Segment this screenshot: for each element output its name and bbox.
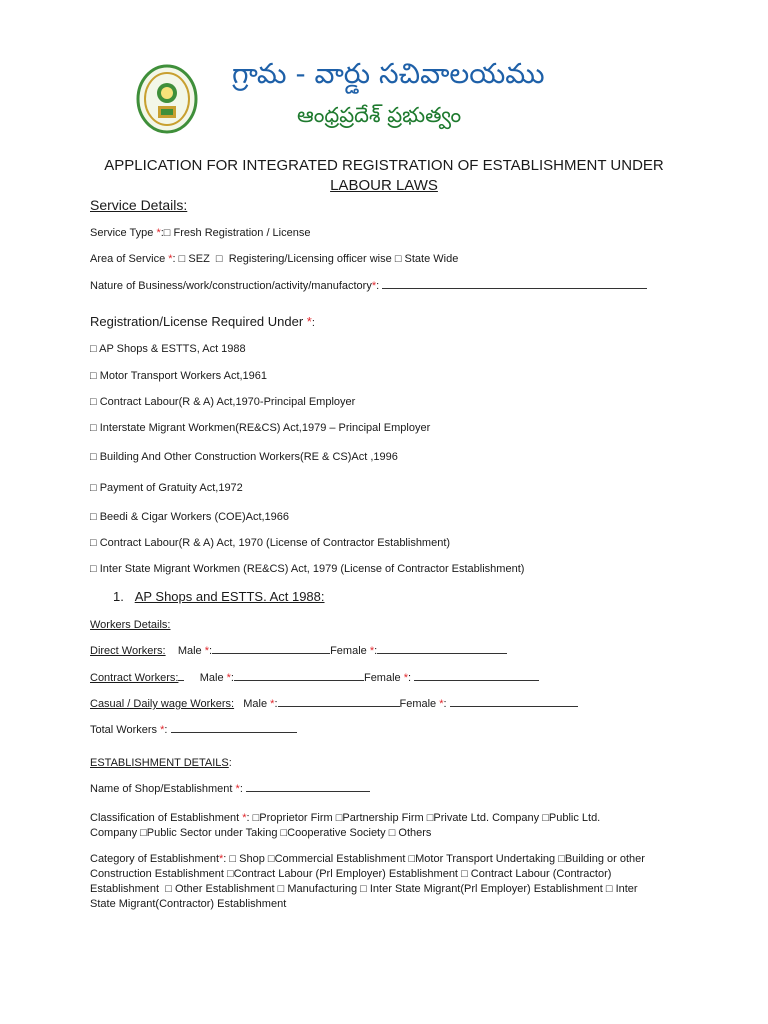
form-title-line2: LABOUR LAWS: [330, 177, 438, 194]
act-checkbox[interactable]: [90, 451, 97, 463]
act-label: Contract Labour(R & A) Act,1970-Principal Employer: [99, 396, 356, 408]
act-checkbox[interactable]: [90, 563, 97, 575]
checkbox-category[interactable]: [165, 883, 172, 895]
direct-workers-label: Direct Workers:: [90, 645, 166, 657]
act-label: Building And Other Construction Workers(RE & CS)Act ,1996: [99, 451, 398, 463]
area-of-service-label: Area of Service: [90, 253, 169, 265]
required-marker: *: [235, 783, 240, 795]
required-marker: *: [369, 645, 375, 657]
required-marker: *: [160, 724, 165, 736]
act-item: [90, 422, 430, 434]
establishment-details-heading: ESTABLISHMENT DETAILS: [90, 757, 229, 769]
act-checkbox[interactable]: [90, 343, 97, 355]
establishment-heading-row: [90, 757, 232, 769]
act-item: [90, 343, 246, 355]
option-sez: SEZ: [188, 253, 210, 265]
category-label: Category of Establishment: [90, 853, 220, 865]
classification-option: Partnership Firm: [342, 812, 424, 824]
act-label: Interstate Migrant Workmen(RE&CS) Act,1979 – Principal Employer: [99, 422, 431, 434]
header-telugu-title: గ్రామ - వార్డు సచివాలయము: [232, 57, 545, 90]
direct-female-field[interactable]: [377, 652, 507, 654]
checkbox-classification[interactable]: [389, 827, 396, 839]
act-item: [90, 511, 289, 523]
male-label: Male: [199, 672, 227, 684]
registration-heading-row: Registration/License Required Under *:: [90, 314, 315, 329]
heading-colon: :: [228, 757, 232, 769]
classification-option: Public Ltd. Company: [90, 812, 601, 839]
category-option: Shop: [239, 853, 265, 865]
required-marker: *: [306, 314, 312, 329]
female-label: Female: [399, 698, 440, 710]
checkbox-classification[interactable]: [542, 812, 549, 824]
male-label: Male: [177, 645, 205, 657]
category-option: Contract Labour (Prl Employer) Establishment: [233, 868, 458, 880]
act-item: [90, 451, 398, 463]
registration-heading: Registration/License Required Under: [90, 314, 307, 329]
category-option: Other Establishment: [174, 883, 275, 895]
required-marker: *: [242, 812, 247, 824]
checkbox-category[interactable]: [558, 853, 565, 865]
act-item: [90, 396, 355, 408]
contract-female-field[interactable]: [414, 679, 539, 681]
classification-option: Cooperative Society: [287, 827, 386, 839]
female-label: Female: [330, 645, 370, 657]
required-marker: *: [439, 698, 444, 710]
act-checkbox[interactable]: [90, 511, 97, 523]
checkbox-category[interactable]: [606, 883, 613, 895]
section-1-heading-row: [113, 589, 325, 604]
female-label: Female: [363, 672, 404, 684]
checkbox-state-wide[interactable]: [395, 253, 402, 265]
category-block: Category of Establishment*: □ Shop □ Commercial Establishment □ Motor Transport Undertaking □ Building or other Construction Establishment □ Contract Labour (Prl Employer) Establishment □ Contract Labour (Contractor) Establishment □ Other Establishment □ Manufacturing □ Inter State Migrant(Prl Employer) Establishment □ Inter State Migrant(Contractor) Establishment: [90, 852, 650, 912]
casual-workers-row: Casual / Daily wage Workers: Male *: Female *:: [90, 698, 578, 710]
shop-name-label: Name of Shop/Establishment: [90, 783, 236, 795]
service-type-label: Service Type: [90, 227, 157, 239]
required-marker: *: [226, 672, 231, 684]
checkbox-officer-wise[interactable]: [216, 253, 223, 265]
form-title-line1: APPLICATION FOR INTEGRATED REGISTRATION OF ESTABLISHMENT UNDER: [104, 157, 664, 174]
required-marker: *: [168, 253, 173, 265]
nature-of-business-field[interactable]: [382, 287, 647, 289]
category-option: Manufacturing: [287, 883, 358, 895]
category-option: Motor Transport Undertaking: [415, 853, 556, 865]
checkbox-category[interactable]: [278, 883, 285, 895]
classification-option: Private Ltd. Company: [433, 812, 540, 824]
direct-workers-row: Direct Workers: Male *: Female *:: [90, 645, 507, 657]
act-label: Payment of Gratuity Act,1972: [99, 482, 243, 494]
shop-name-row: Name of Shop/Establishment *:: [90, 783, 370, 795]
service-type-row: Service Type *:□ Fresh Registration / License: [90, 227, 310, 239]
category-option: Contract Labour (Contractor) Establishment: [90, 868, 612, 895]
checkbox-category[interactable]: [229, 853, 236, 865]
total-workers-field[interactable]: [171, 731, 297, 733]
section-1-heading: AP Shops and ESTTS. Act 1988:: [134, 589, 325, 604]
label-underline: [178, 679, 184, 681]
classification-option: Public Sector under Taking: [146, 827, 278, 839]
act-item: [90, 370, 267, 382]
contract-workers-label: Contract Workers:: [90, 672, 179, 684]
header-telugu-subtitle: ఆంధ్రప్రదేశ్ ప్రభుత్వం: [297, 103, 462, 127]
service-details-heading: Service Details:: [90, 197, 188, 213]
casual-male-field[interactable]: [278, 705, 400, 707]
workers-details-heading: Workers Details:: [90, 619, 171, 631]
act-label: Motor Transport Workers Act,1961: [99, 370, 268, 382]
andhra-pradesh-emblem-icon: [136, 63, 198, 135]
category-option: Inter State Migrant(Contractor) Establishment: [90, 883, 638, 910]
option-state-wide: State Wide: [404, 253, 459, 265]
required-marker: *: [156, 227, 161, 239]
required-marker: *: [204, 645, 210, 657]
contract-workers-row: Contract Workers: Male *: Female *:: [90, 672, 539, 684]
act-checkbox[interactable]: [90, 370, 97, 382]
category-option: Commercial Establishment: [274, 853, 406, 865]
act-item: [90, 537, 450, 549]
act-checkbox[interactable]: [90, 422, 97, 434]
act-label: Beedi & Cigar Workers (COE)Act,1966: [99, 511, 290, 523]
checkbox-sez[interactable]: [179, 253, 186, 265]
checkbox-category[interactable]: [268, 853, 275, 865]
classification-option: Others: [398, 827, 432, 839]
act-checkbox[interactable]: [90, 396, 97, 408]
checkbox-category[interactable]: [227, 868, 234, 880]
act-item: [90, 563, 524, 575]
required-marker: *: [371, 280, 377, 292]
checkbox-classification[interactable]: [140, 827, 147, 839]
contract-male-field[interactable]: [234, 679, 364, 681]
nature-of-business-label: Nature of Business/work/construction/activity/manufactory: [90, 280, 372, 292]
area-of-service-row: Area of Service *: □ SEZ □ Registering/Licensing officer wise □ State Wide: [90, 253, 458, 265]
male-label: Male: [243, 698, 271, 710]
required-marker: *: [219, 853, 224, 865]
checkbox-category[interactable]: [360, 883, 367, 895]
classification-label: Classification of Establishment: [90, 812, 243, 824]
casual-workers-label: Casual / Daily wage Workers:: [90, 698, 235, 710]
act-label: Contract Labour(R & A) Act, 1970 (License of Contractor Establishment): [99, 537, 451, 549]
direct-male-field[interactable]: [212, 652, 330, 654]
service-type-option: Fresh Registration / License: [173, 227, 311, 239]
act-item: [90, 482, 243, 494]
required-marker: *: [403, 672, 408, 684]
category-option: Building or other Construction Establishment: [90, 853, 645, 880]
shop-name-field[interactable]: [246, 790, 370, 792]
checkbox-category[interactable]: [461, 868, 468, 880]
nature-of-business-row: Nature of Business/work/construction/activity/manufactory*:: [90, 280, 647, 292]
category-option: Inter State Migrant(Prl Employer) Establishment: [369, 883, 603, 895]
total-workers-row: Total Workers *:: [90, 724, 297, 736]
classification-option: Proprietor Firm: [259, 812, 333, 824]
act-checkbox[interactable]: [90, 537, 97, 549]
classification-block: Classification of Establishment *: □ Proprietor Firm □ Partnership Firm □ Private Ltd. Company □ Public Ltd. Company □ Public Sector under Taking □ Cooperative Society □ Others: [90, 811, 650, 841]
act-label: AP Shops & ESTTS, Act 1988: [99, 343, 246, 355]
section-number: 1.: [113, 589, 124, 604]
option-officer-wise: Registering/Licensing officer wise: [228, 253, 392, 265]
act-checkbox[interactable]: [90, 482, 97, 494]
act-label: Inter State Migrant Workmen (RE&CS) Act, 1979 (License of Contractor Establishment): [99, 563, 525, 575]
required-marker: *: [270, 698, 275, 710]
checkbox-fresh-registration[interactable]: [164, 227, 171, 239]
casual-female-field[interactable]: [450, 705, 578, 707]
total-workers-label: Total Workers: [90, 724, 161, 736]
